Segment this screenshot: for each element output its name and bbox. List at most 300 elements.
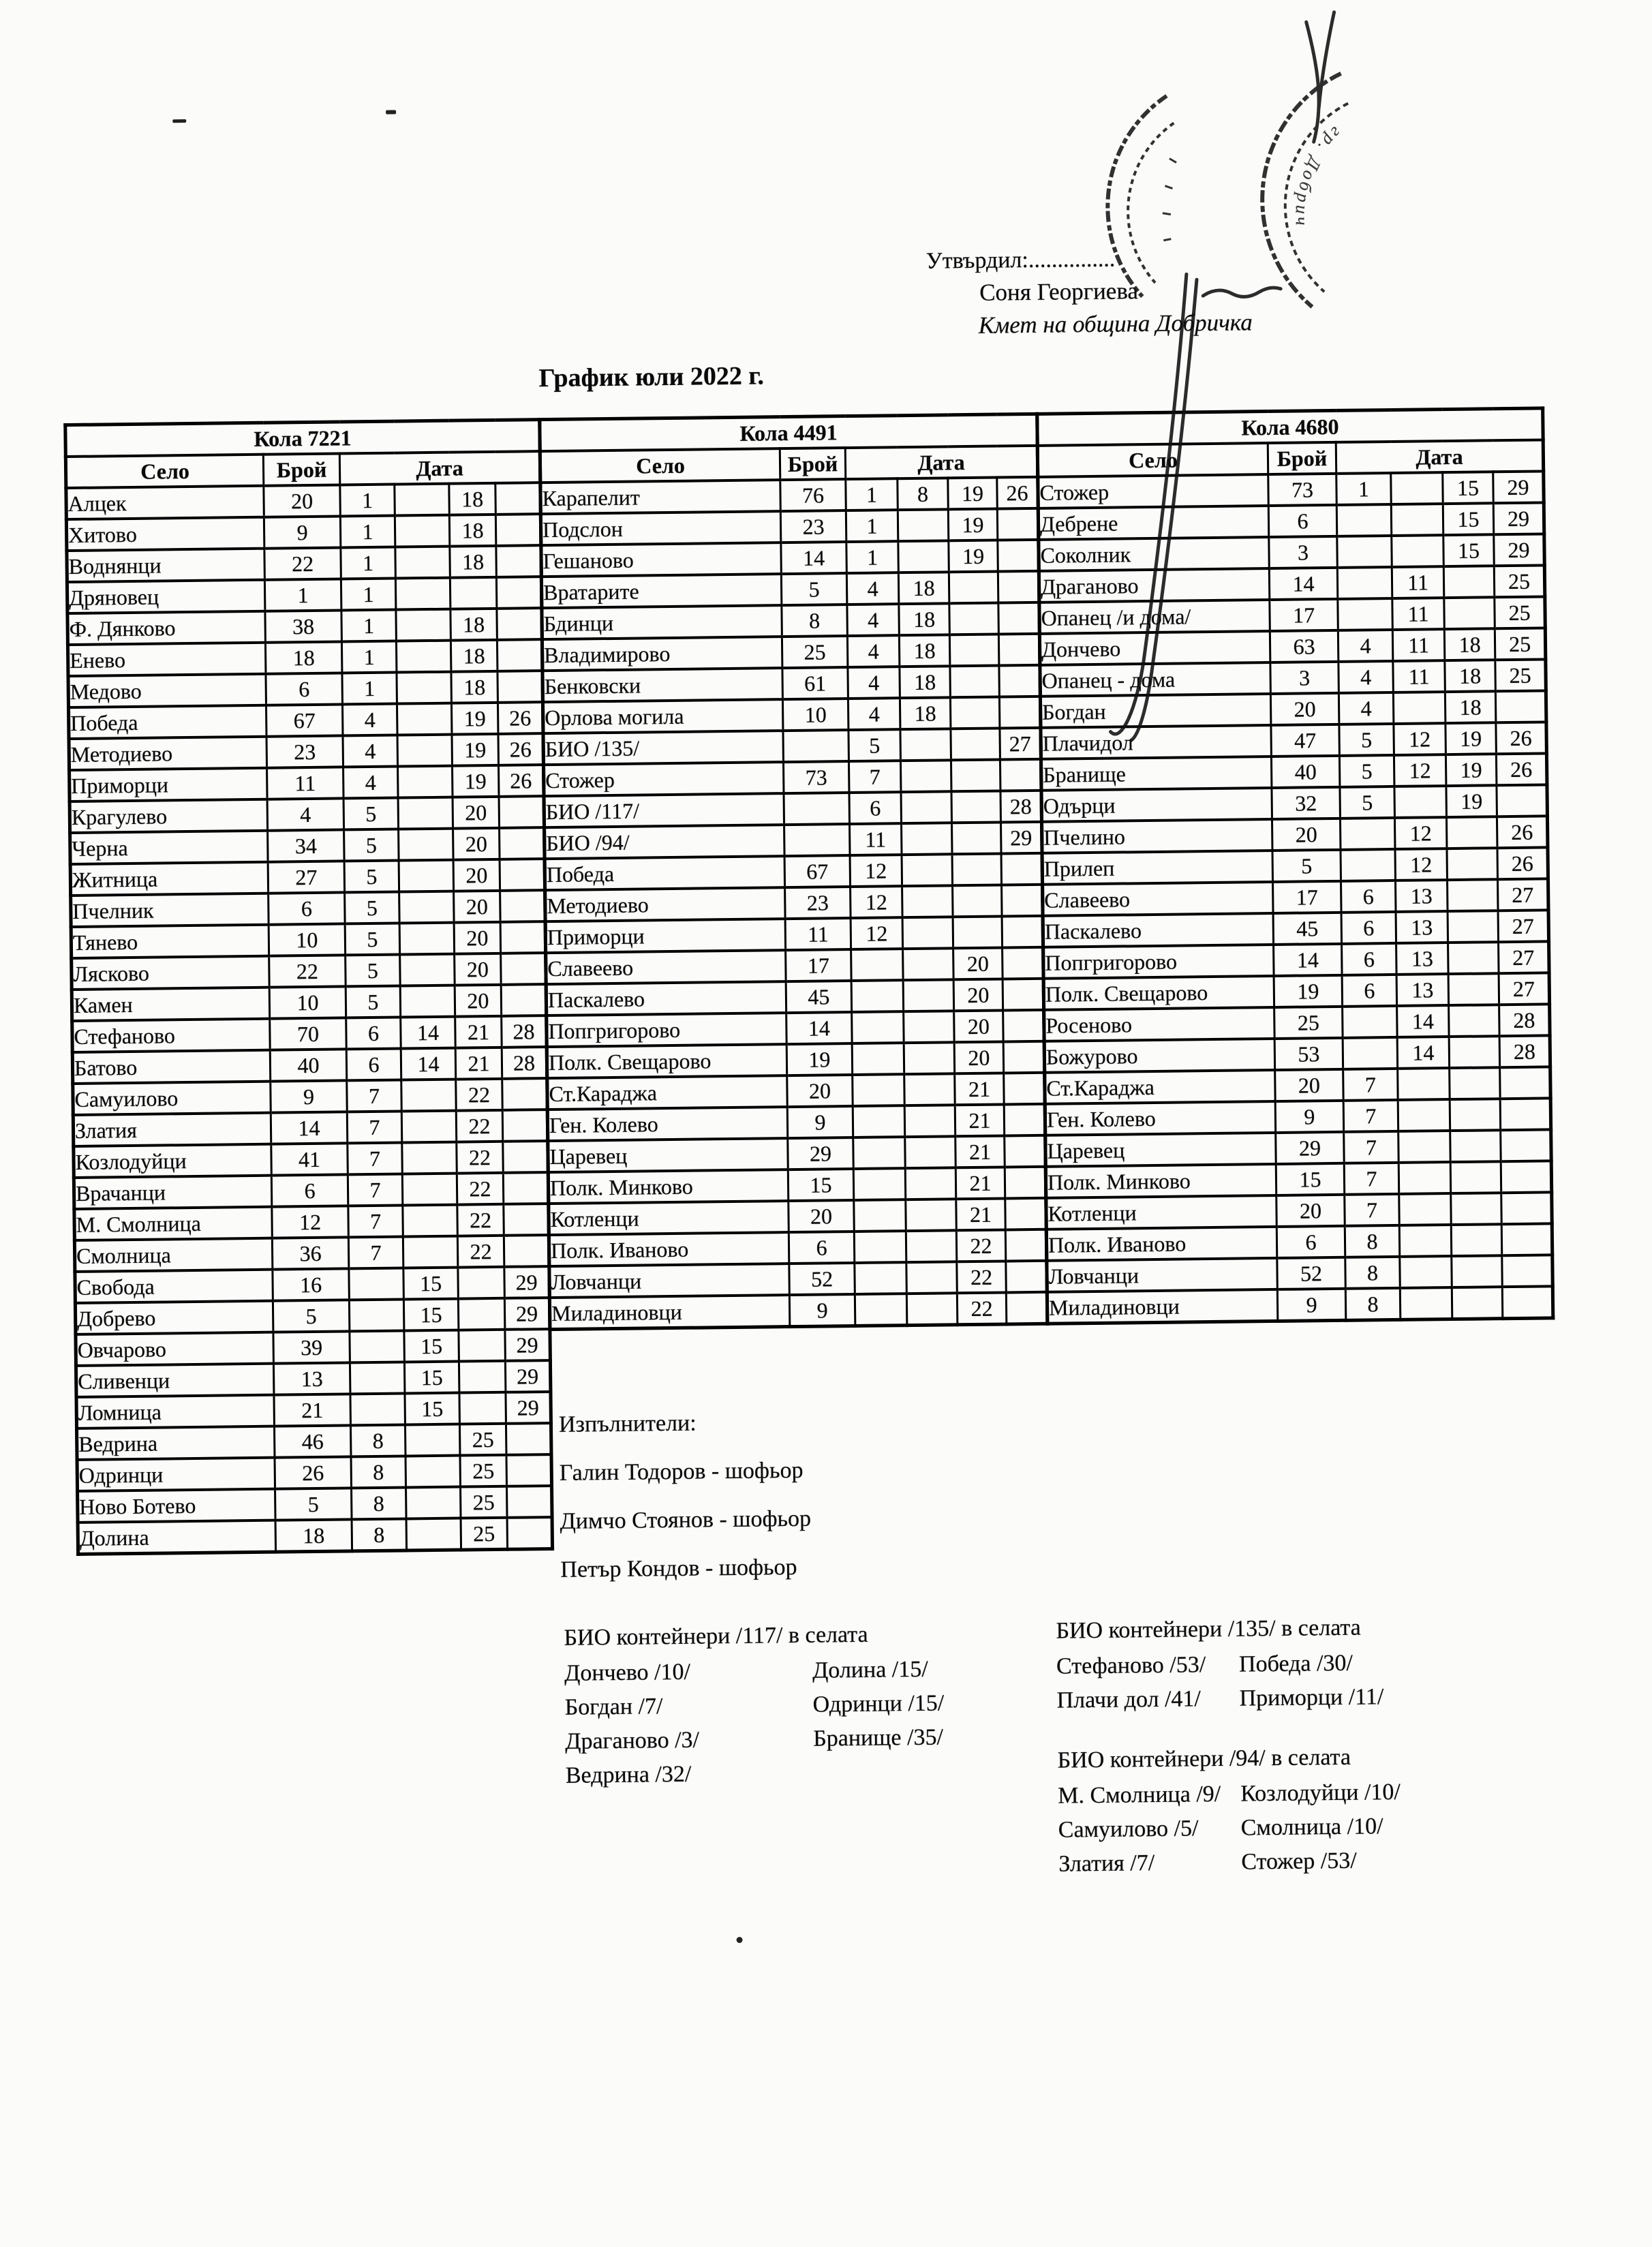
date-cell: 20 (453, 797, 500, 829)
bio-item: Долина /15/ (812, 1656, 928, 1683)
village-cell: Приморци (70, 768, 268, 801)
date-cell (395, 515, 450, 547)
date-cell: 21 (955, 1104, 1005, 1136)
date-cell: 4 (343, 767, 399, 799)
date-cell: 15 (403, 1299, 459, 1331)
village-cell: Царевец (1045, 1133, 1276, 1167)
bio-item: Приморци /11/ (1239, 1684, 1384, 1711)
date-cell: 25 (1495, 596, 1546, 628)
date-cell: 20 (454, 891, 501, 923)
date-cell: 19 (1446, 722, 1497, 754)
date-cell (998, 634, 1040, 666)
date-cell: 19 (451, 703, 498, 735)
date-cell: 19 (1446, 785, 1497, 817)
date-cell (1340, 818, 1395, 850)
village-cell: Житница (70, 862, 269, 896)
date-cell (1450, 1161, 1501, 1193)
village-cell: Драганово (1039, 568, 1270, 602)
date-cell: 22 (457, 1142, 504, 1174)
village-cell: Попгригорово (1043, 945, 1274, 979)
date-cell: 20 (954, 1010, 1004, 1042)
date-cell (350, 1362, 405, 1394)
village-cell: Котленци (549, 1201, 789, 1235)
date-cell: 26 (498, 733, 544, 765)
village-cell: Методиево (69, 737, 267, 770)
date-cell (396, 609, 451, 641)
table-row (1044, 1035, 1550, 1072)
table-row (1041, 753, 1546, 790)
date-cell (902, 854, 953, 886)
date-cell: 5 (344, 861, 399, 893)
count-cell: 25 (782, 636, 848, 668)
count-cell: 9 (787, 1106, 853, 1138)
table-row (548, 1135, 1045, 1172)
count-cell (784, 793, 850, 825)
bio-list-heading: БИО контейнери /135/ в селата (1056, 1615, 1361, 1644)
table-row (75, 1266, 549, 1303)
date-cell: 7 (348, 1143, 403, 1175)
village-cell: Воднянци (67, 549, 265, 582)
village-cell: Карапелит (540, 480, 780, 514)
date-cell (395, 578, 450, 610)
table-row (68, 671, 542, 707)
count-cell: 5 (273, 1300, 350, 1332)
count-cell: 16 (273, 1268, 350, 1300)
date-cell: 21 (955, 1167, 1005, 1199)
date-cell (1451, 1193, 1502, 1225)
executor-name: Димчо Стоянов - шофьор (560, 1505, 812, 1534)
date-cell: 14 (1397, 1005, 1450, 1037)
table-row (1047, 1286, 1552, 1324)
count-cell: 63 (1270, 630, 1339, 662)
date-cell: 20 (954, 1041, 1004, 1073)
table-row (71, 921, 545, 958)
count-cell: 40 (270, 1049, 347, 1081)
table-row (67, 577, 541, 613)
date-cell: 15 (404, 1330, 459, 1362)
date-cell (406, 1487, 461, 1519)
count-cell: 14 (786, 1012, 853, 1044)
count-cell: 76 (780, 479, 846, 511)
table-row (547, 1041, 1044, 1078)
date-cell: 6 (1341, 881, 1396, 913)
table-row (1038, 471, 1544, 508)
date-cell (500, 859, 545, 891)
col-header-date: Дата (1336, 440, 1544, 473)
village-cell: Стожер (544, 762, 784, 796)
date-cell: 25 (1495, 628, 1546, 660)
bio-list-heading: БИО контейнери /94/ в селата (1057, 1744, 1351, 1773)
village-cell: Ст.Караджа (547, 1075, 787, 1110)
date-cell (851, 949, 904, 981)
date-cell: 28 (502, 1015, 547, 1048)
village-cell: Одърци (1041, 788, 1272, 822)
date-cell (497, 608, 542, 640)
date-cell: 29 (505, 1360, 551, 1392)
village-cell: Полк. Минково (548, 1170, 788, 1204)
date-cell (1343, 1037, 1398, 1069)
village-cell: Свобода (75, 1270, 273, 1303)
date-cell (904, 1042, 955, 1074)
table-row (71, 890, 545, 927)
date-cell: 4 (343, 735, 398, 767)
approver-name: Соня Георгиева (979, 277, 1139, 306)
date-cell: 1 (1336, 473, 1392, 505)
date-cell: 22 (456, 1079, 503, 1111)
date-cell (1394, 786, 1447, 818)
count-cell: 15 (1276, 1163, 1345, 1195)
village-cell: М. Смолница (74, 1207, 273, 1240)
date-cell (898, 540, 949, 572)
count-cell: 12 (272, 1206, 349, 1238)
col-header-date: Дата (845, 446, 1038, 479)
bio-list-row (565, 1724, 944, 1763)
date-cell (1450, 1130, 1501, 1162)
date-cell (506, 1454, 552, 1486)
bio-list-row (564, 1690, 945, 1729)
date-cell: 19 (948, 478, 998, 510)
count-cell: 52 (789, 1263, 855, 1295)
date-cell (403, 1205, 458, 1237)
date-cell (1448, 973, 1499, 1005)
count-cell: 36 (272, 1237, 349, 1269)
col-header-count: Брой (780, 448, 846, 480)
date-cell (1501, 1161, 1552, 1193)
date-cell (1398, 1162, 1451, 1194)
count-cell: 20 (264, 485, 341, 517)
bio-item: М. Смолница /9/ (1058, 1781, 1221, 1809)
date-cell: 8 (350, 1424, 406, 1456)
date-cell (1448, 942, 1499, 974)
table-row (1046, 1223, 1552, 1260)
village-cell: Батово (72, 1050, 271, 1084)
date-cell: 1 (342, 673, 397, 705)
bio-list-94 (1057, 1744, 1401, 1886)
bio-list-row (1058, 1779, 1401, 1818)
date-cell (950, 666, 1000, 698)
date-cell: 1 (341, 641, 397, 673)
date-cell (397, 703, 452, 735)
bio-list-row (1058, 1848, 1357, 1886)
village-cell: Ловчанци (549, 1264, 789, 1298)
date-cell (402, 1174, 457, 1206)
count-cell: 17 (1273, 881, 1342, 913)
stamp-rim-text: гр. Добрич (1291, 123, 1346, 230)
village-cell: Богдан (1040, 694, 1271, 728)
count-cell: 9 (789, 1294, 855, 1327)
date-cell: 11 (1392, 629, 1445, 661)
bio-item: Драганово /3/ (565, 1727, 700, 1754)
table-row (1042, 816, 1548, 853)
village-cell: Прилеп (1042, 851, 1273, 885)
date-cell: 28 (1499, 1004, 1550, 1036)
bio-item: Стефаново /53/ (1056, 1652, 1206, 1679)
date-cell: 1 (846, 510, 898, 542)
village-cell: Опанец - дома (1040, 662, 1271, 697)
table-row (541, 571, 1039, 608)
bio-item: Стожер /53/ (1241, 1848, 1357, 1875)
table-row (70, 859, 545, 896)
date-cell: 21 (956, 1198, 1006, 1230)
village-cell: Овчарово (76, 1332, 274, 1366)
village-cell: Сливенци (76, 1364, 274, 1397)
date-cell (350, 1393, 406, 1425)
date-cell: 20 (953, 947, 1003, 979)
date-cell: 21 (455, 1016, 502, 1048)
table-row (1047, 1255, 1552, 1291)
date-cell: 25 (1495, 659, 1546, 691)
date-cell: 7 (1343, 1069, 1398, 1101)
date-cell: 19 (949, 540, 998, 572)
date-cell: 22 (957, 1292, 1007, 1324)
table-row (70, 796, 544, 833)
village-cell: Долина (78, 1520, 276, 1555)
date-cell: 20 (455, 953, 502, 985)
count-cell: 22 (264, 547, 341, 579)
date-cell: 29 (1493, 471, 1544, 503)
date-cell: 29 (1001, 822, 1043, 854)
count-cell: 5 (275, 1488, 352, 1520)
table-row (70, 827, 545, 864)
table-row (540, 477, 1038, 514)
date-cell (401, 1080, 457, 1112)
village-cell: Владимирово (542, 637, 782, 671)
count-cell: 23 (780, 510, 846, 542)
date-cell (349, 1299, 404, 1331)
count-cell: 70 (270, 1018, 347, 1050)
col-header-village: Село (1037, 443, 1268, 477)
bio-list-row (1058, 1814, 1383, 1852)
col-header-village: Село (65, 455, 264, 488)
date-cell (1005, 1198, 1047, 1230)
table-row (1043, 973, 1549, 1009)
village-cell: Славеево (1043, 882, 1274, 916)
village-cell: Врачанци (74, 1176, 272, 1209)
date-cell: 22 (956, 1229, 1006, 1262)
date-cell: 18 (898, 572, 949, 604)
village-cell: Полк. Иваново (1046, 1227, 1277, 1261)
village-cell: Лясково (72, 956, 270, 990)
date-cell (1005, 1167, 1046, 1199)
count-cell: 14 (1269, 568, 1338, 600)
date-cell (1446, 816, 1497, 849)
date-cell: 5 (1339, 724, 1394, 756)
village-cell: Ново Ботево (78, 1489, 276, 1523)
date-cell: 7 (347, 1112, 402, 1144)
date-cell: 11 (1393, 660, 1446, 692)
executors-block (559, 1398, 812, 1594)
date-cell: 12 (850, 855, 902, 887)
bio-list-heading: БИО контейнери /117/ в селата (564, 1621, 868, 1651)
date-cell: 27 (1499, 973, 1550, 1005)
date-cell (1399, 1193, 1452, 1225)
count-cell: 27 (268, 861, 345, 893)
date-cell: 1 (846, 478, 898, 510)
date-cell: 15 (1443, 534, 1495, 566)
date-cell (1400, 1287, 1452, 1319)
date-cell: 7 (348, 1206, 403, 1238)
table-row (73, 1110, 547, 1146)
date-cell: 5 (343, 798, 399, 830)
date-cell: 5 (345, 892, 400, 924)
date-cell (350, 1330, 405, 1362)
table-row (542, 634, 1039, 671)
count-cell: 11 (267, 767, 344, 799)
village-cell: Алцек (66, 486, 264, 519)
table-row (72, 1047, 547, 1084)
date-cell (855, 1262, 907, 1294)
col-header-count: Брой (1268, 442, 1336, 474)
date-cell (396, 641, 451, 673)
count-cell: 67 (784, 855, 851, 887)
table-row (1039, 565, 1544, 602)
date-cell (1450, 1099, 1501, 1131)
date-cell: 8 (352, 1487, 407, 1519)
date-cell: 6 (346, 1049, 401, 1081)
count-cell: 6 (1276, 1226, 1345, 1258)
village-cell: Ген. Колево (547, 1107, 787, 1141)
table-row (1043, 941, 1549, 978)
village-cell: Ломница (76, 1395, 275, 1428)
village-cell: Пчелник (71, 893, 269, 927)
date-cell (1002, 916, 1043, 948)
date-cell (851, 980, 904, 1012)
date-cell (997, 508, 1039, 540)
date-cell (953, 885, 1003, 917)
date-cell (1497, 784, 1548, 816)
date-cell (1336, 504, 1392, 536)
date-cell (349, 1268, 404, 1300)
table-row (547, 1104, 1045, 1141)
date-cell (902, 885, 953, 917)
count-cell: 6 (269, 892, 346, 924)
date-cell: 1 (846, 541, 899, 573)
table-row (77, 1454, 551, 1491)
date-cell: 21 (455, 1048, 502, 1080)
village-cell: Златия (73, 1113, 271, 1146)
count-cell: 6 (266, 673, 343, 705)
bio-item: Самуилово /5/ (1058, 1816, 1199, 1843)
date-cell (1400, 1256, 1452, 1288)
village-cell: Стожер (1038, 474, 1269, 508)
table-row (549, 1198, 1046, 1235)
village-cell: Паскалево (546, 981, 786, 1015)
table-row (69, 733, 543, 770)
date-cell: 13 (1396, 911, 1448, 943)
date-cell (1006, 1292, 1047, 1324)
count-cell: 1 (264, 579, 341, 611)
table-row (542, 697, 1040, 733)
date-cell (1502, 1255, 1553, 1287)
village-cell: Приморци (545, 919, 785, 953)
date-cell: 15 (1443, 472, 1494, 504)
date-cell (507, 1517, 553, 1549)
count-cell: 52 (1277, 1257, 1346, 1289)
village-cell: Полк. Минково (1045, 1164, 1276, 1198)
village-cell: Методиево (545, 887, 785, 921)
village-cell: Победа (69, 705, 267, 739)
village-cell: Дебрене (1038, 506, 1269, 540)
date-cell (1343, 1006, 1398, 1038)
count-cell: 32 (1272, 787, 1341, 819)
date-cell: 11 (1392, 566, 1444, 598)
date-cell (1005, 1229, 1047, 1262)
date-cell: 25 (461, 1518, 508, 1550)
date-cell: 18 (900, 666, 951, 698)
date-cell (1501, 1192, 1552, 1224)
car-header: Кола 4491 (540, 414, 1037, 451)
date-cell (898, 509, 949, 541)
approval-label: Утвърдил:............... (926, 246, 1116, 274)
table-row (72, 1015, 547, 1052)
date-cell: 5 (345, 923, 400, 956)
date-cell (1391, 472, 1443, 504)
date-cell: 5 (346, 955, 401, 987)
date-cell (498, 671, 543, 703)
count-cell: 29 (788, 1137, 854, 1170)
bio-item: Ведрина /32/ (565, 1761, 692, 1788)
date-cell: 18 (1445, 660, 1496, 692)
table-row (1038, 502, 1544, 539)
date-cell: 13 (1396, 943, 1449, 975)
count-cell: 53 (1274, 1038, 1343, 1070)
village-cell: БИО /135/ (543, 731, 783, 765)
executor-name: Галин Тодоров - шофьор (559, 1457, 804, 1486)
date-cell (1501, 1129, 1552, 1161)
date-cell: 26 (997, 477, 1039, 509)
date-cell: 18 (451, 671, 498, 703)
date-cell (496, 577, 542, 609)
bio-item: Одринци /15/ (812, 1690, 945, 1717)
date-cell (952, 854, 1002, 886)
date-cell (1337, 536, 1392, 568)
date-cell: 29 (504, 1266, 550, 1298)
date-cell: 18 (449, 515, 496, 547)
date-cell (504, 1204, 549, 1236)
date-cell (1444, 597, 1495, 629)
count-cell: 73 (1268, 474, 1337, 506)
date-cell (905, 1167, 956, 1199)
table-row (74, 1235, 549, 1272)
date-cell (1004, 1104, 1045, 1136)
date-cell: 28 (1499, 1035, 1550, 1067)
village-cell: Черна (70, 831, 269, 864)
table-row (545, 822, 1042, 859)
date-cell (495, 483, 541, 515)
count-cell: 40 (1271, 756, 1340, 788)
village-cell: Росеново (1044, 1007, 1275, 1041)
count-cell: 29 (1276, 1132, 1345, 1164)
date-cell (1337, 567, 1392, 599)
date-cell (853, 1137, 906, 1169)
date-cell (400, 985, 455, 1018)
date-cell (903, 948, 954, 980)
count-cell: 41 (271, 1143, 348, 1175)
village-cell: Вратарите (541, 574, 781, 608)
date-cell: 6 (1342, 943, 1397, 975)
count-cell: 6 (271, 1174, 348, 1206)
date-cell: 26 (499, 765, 545, 797)
table-row (72, 953, 546, 990)
bio-item: Бранище /35/ (813, 1724, 944, 1752)
date-cell: 21 (955, 1135, 1005, 1167)
count-cell: 45 (1273, 913, 1342, 945)
date-cell (950, 697, 1000, 729)
date-cell: 14 (401, 1048, 456, 1080)
village-cell: Полк. Свещарово (1043, 976, 1274, 1010)
village-cell: Ст.Караджа (1045, 1070, 1276, 1104)
date-cell (402, 1142, 457, 1174)
